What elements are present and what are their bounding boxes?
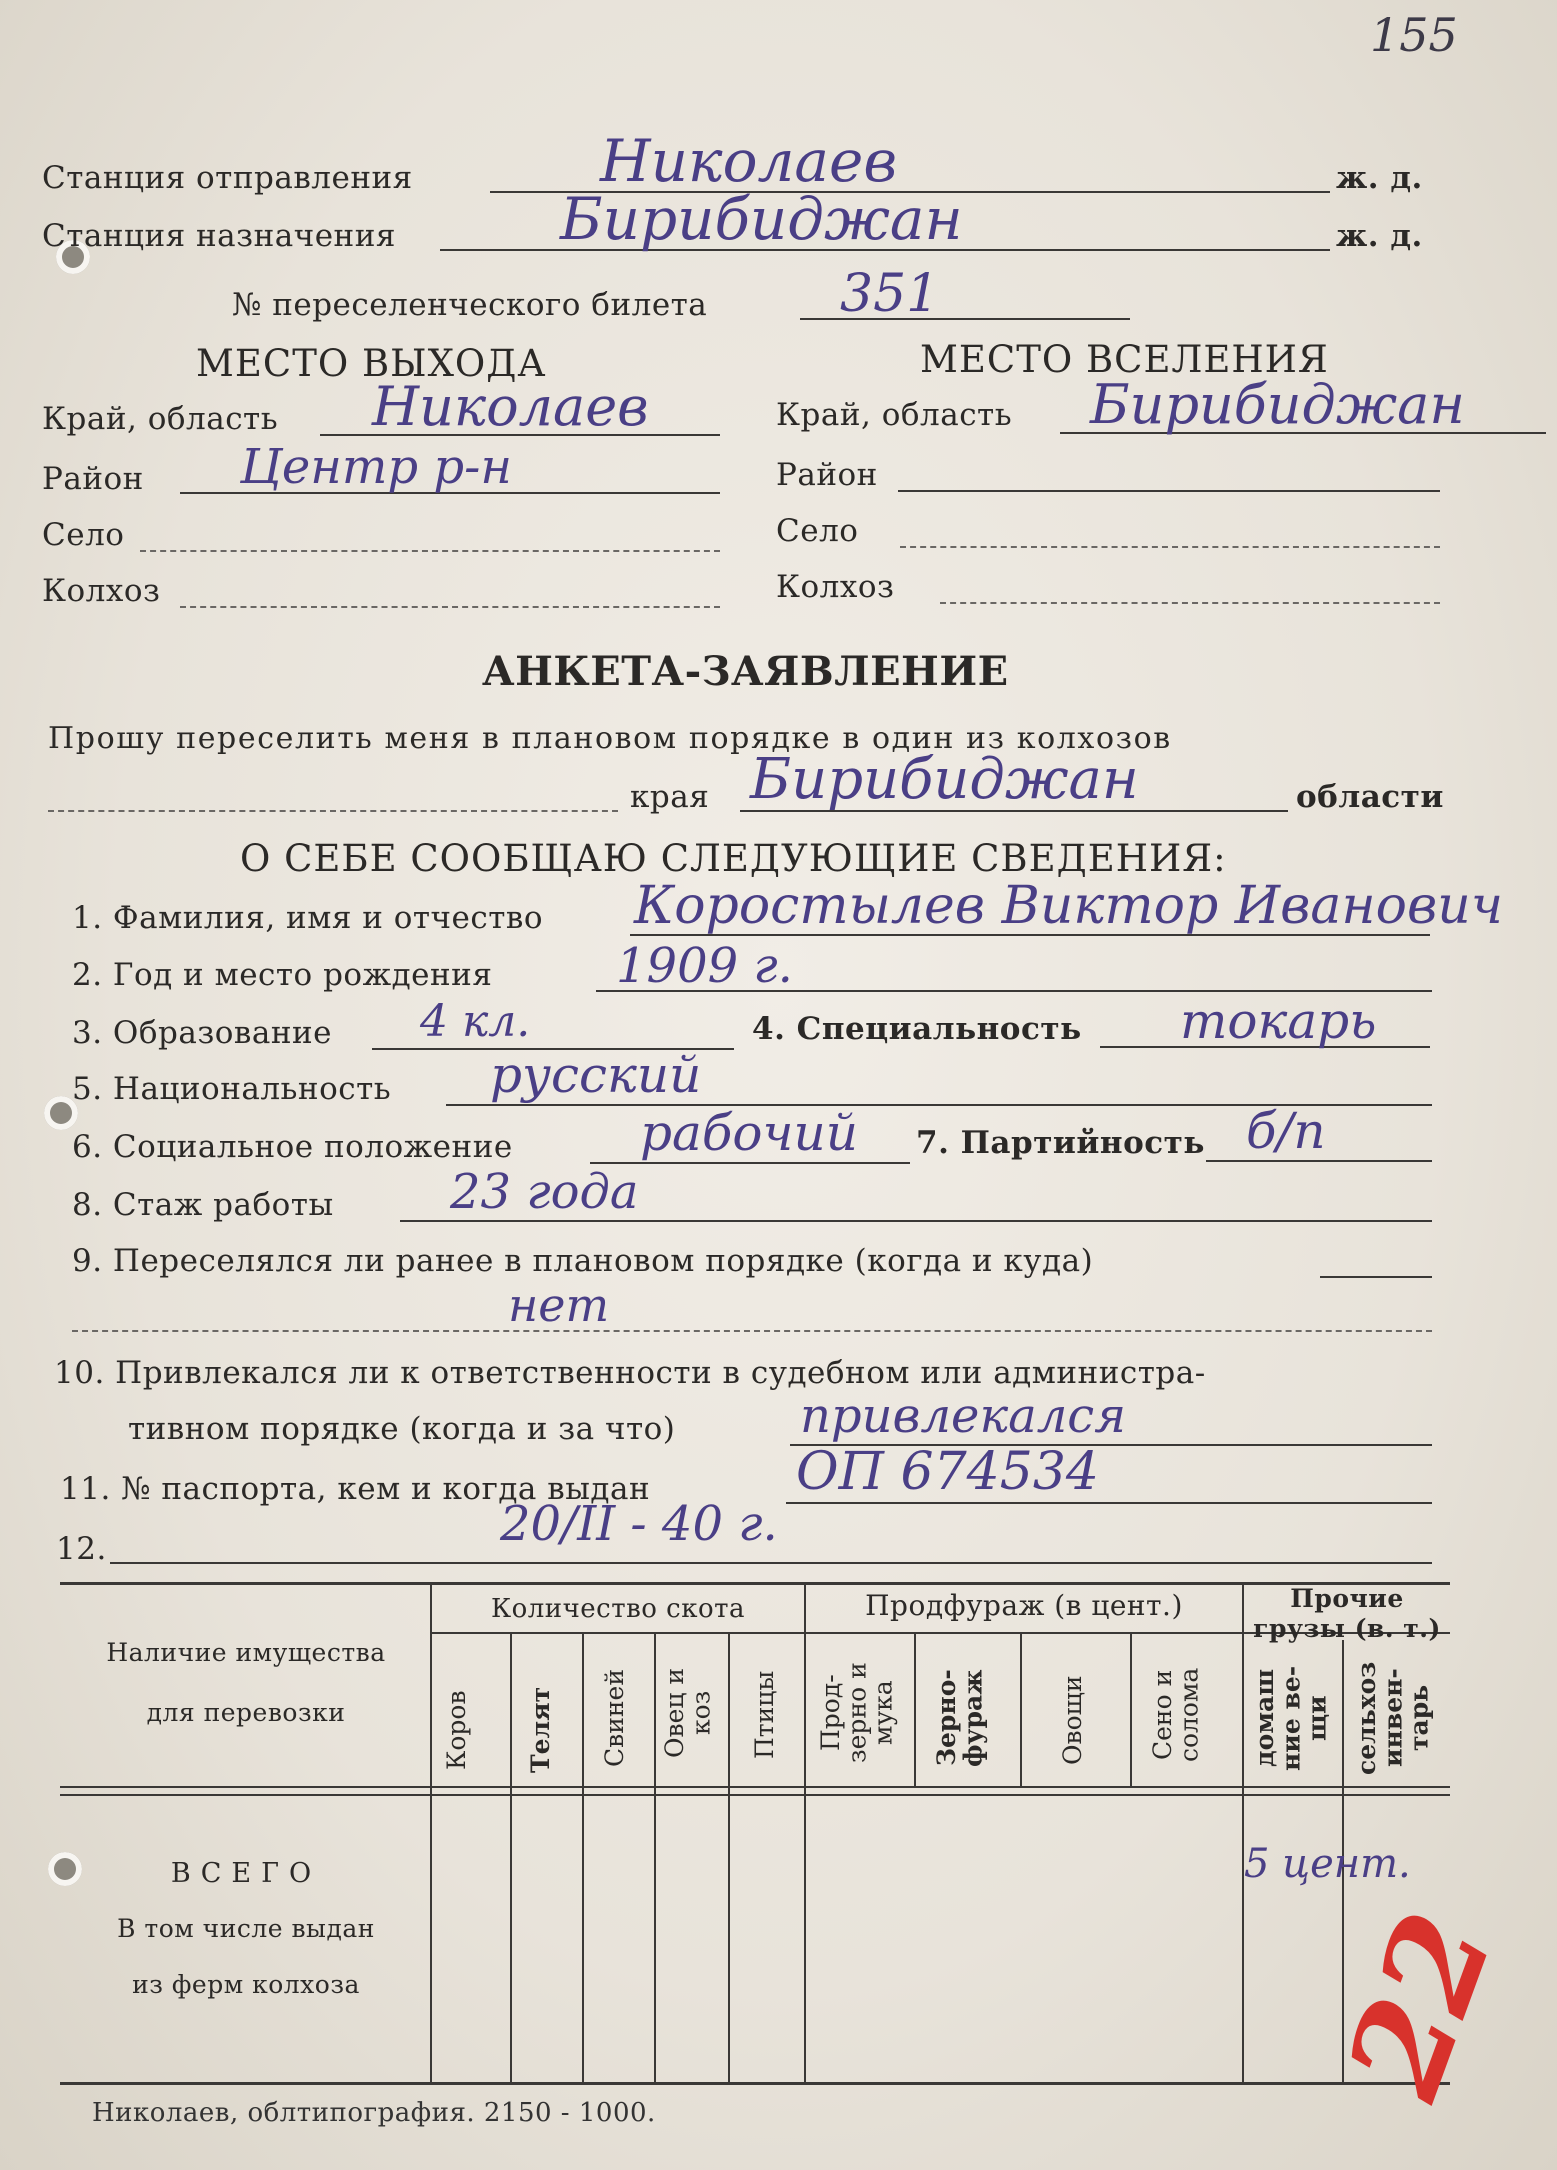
destination-label: Станция назначения — [42, 218, 396, 254]
settlement-kolkhoz-label: Колхоз — [776, 569, 895, 605]
settlement-village-line — [900, 546, 1440, 548]
settlement-district-line — [898, 490, 1440, 492]
issued-label-1: В том числе выдан — [117, 1914, 375, 1943]
departure-rail-suffix: ж. д. — [1336, 160, 1423, 196]
field-12-line — [110, 1562, 1432, 1564]
group-other-1: Прочие — [1290, 1584, 1404, 1613]
ticket-label: № переселенческого билета — [232, 287, 708, 323]
field-4-label: 4. Специальность — [752, 1011, 1082, 1047]
request-value: Бирибиджан — [750, 747, 1139, 812]
field-12-label: 12. — [56, 1531, 107, 1567]
form-title: АНКЕТА-ЗАЯВЛЕНИЕ — [482, 648, 1009, 695]
field-7-label: 7. Партийность — [916, 1125, 1205, 1161]
origin-district-value: Центр р-н — [240, 439, 512, 495]
request-line-1: Прошу переселить меня в плановом порядке в один из колхозов — [48, 721, 1172, 756]
settlement-region-label: Край, область — [776, 397, 1013, 433]
destination-value: Бирибиджан — [560, 185, 963, 253]
origin-district-label: Район — [42, 461, 144, 497]
field-10-label-2: тивном порядке (когда и за что) — [128, 1411, 676, 1447]
field-12-value: 20/II - 40 г. — [500, 1496, 778, 1552]
request-kray: края — [630, 779, 710, 815]
field-6-value: рабочий — [640, 1104, 858, 1162]
field-6-label: 6. Социальное положение — [72, 1129, 513, 1165]
col-divider-9 — [1242, 1582, 1244, 2082]
field-7-value: б/п — [1246, 1102, 1326, 1160]
field-11-label: 11. № паспорта, кем и когда выдан — [60, 1471, 651, 1507]
field-5-label: 5. Национальность — [72, 1071, 392, 1107]
col-divider-6 — [914, 1632, 916, 1786]
col-hay: Сено и солома — [1148, 1667, 1204, 1763]
col-divider-4 — [728, 1632, 730, 2082]
field-11-line — [786, 1502, 1432, 1504]
group-feed: Продфураж (в цент.) — [865, 1589, 1183, 1622]
col-divider-8 — [1130, 1632, 1132, 1786]
total-label: ВСЕГО — [170, 1858, 322, 1889]
field-2-value: 1909 г. — [616, 938, 793, 994]
origin-kolkhoz-label: Колхоз — [42, 573, 161, 609]
page-number: 155 — [1370, 8, 1458, 62]
origin-region-label: Край, область — [42, 401, 279, 437]
printer-imprint: Николаев, облтипография. 2150 - 1000. — [92, 2098, 656, 2128]
field-9-label: 9. Переселялся ли ранее в плановом порядке (когда и куда) — [72, 1243, 1094, 1279]
origin-region-value: Николаев — [372, 375, 649, 438]
col-calves: Телят — [526, 1686, 555, 1774]
field-9-line — [1320, 1276, 1432, 1278]
field-1-value: Коростылев Виктор Иванович — [634, 876, 1504, 936]
col-sheep: Овец и коз — [660, 1667, 716, 1759]
settlement-kolkhoz-line — [940, 602, 1440, 604]
row-header-2: для перевозки — [146, 1698, 346, 1727]
col-grain: Прод- зерно и мука — [816, 1662, 898, 1764]
col-fodder: Зерно- фураж — [932, 1669, 988, 1767]
group-livestock: Количество скота — [490, 1594, 746, 1624]
destination-rail-suffix: ж. д. — [1336, 218, 1423, 254]
col-divider-1 — [510, 1632, 512, 2082]
settlement-region-value: Бирибиджан — [1090, 373, 1465, 436]
field-3-value: 4 кл. — [420, 996, 531, 1047]
field-9-value: нет — [508, 1278, 610, 1332]
col-home-goods: домаш ние ве- щи — [1250, 1665, 1332, 1771]
settlement-title: МЕСТО ВСЕЛЕНИЯ — [920, 338, 1329, 381]
field-5-value: русский — [490, 1046, 702, 1104]
field-3-label: 3. Образование — [72, 1015, 333, 1051]
settlement-district-label: Район — [776, 457, 878, 493]
departure-value: Николаев — [600, 127, 898, 195]
ticket-value: 351 — [840, 264, 940, 324]
origin-kolkhoz-line — [180, 606, 720, 608]
home-goods-value: 5 цент. — [1244, 1841, 1411, 1887]
field-7-line — [1206, 1160, 1432, 1162]
col-divider-7 — [1020, 1632, 1022, 1786]
col-divider-3 — [654, 1632, 656, 2082]
col-divider-0 — [430, 1582, 432, 2082]
field-1-label: 1. Фамилия, имя и отчество — [72, 900, 544, 936]
field-8-label: 8. Стаж работы — [72, 1187, 334, 1223]
col-birds: Птицы — [750, 1670, 779, 1760]
col-divider-5 — [804, 1582, 806, 2082]
col-cows: Коров — [442, 1690, 471, 1770]
request-oblast: области — [1296, 779, 1444, 815]
field-9-answer-line — [72, 1330, 1432, 1332]
origin-village-label: Село — [42, 517, 125, 553]
col-pigs: Свиней — [600, 1669, 629, 1767]
field-8-value: 23 года — [450, 1164, 639, 1220]
field-8-line — [400, 1220, 1432, 1222]
origin-village-line — [140, 550, 720, 552]
col-vegetables: Овощи — [1058, 1675, 1087, 1765]
field-10-label-1: 10. Привлекался ли к ответственности в судебном или администра- — [54, 1355, 1206, 1391]
row-header-1: Наличие имущества — [106, 1638, 386, 1667]
field-11-value: ОП 674534 — [796, 1442, 1100, 1502]
col-divider-2 — [582, 1632, 584, 2082]
group-other-2: грузы (в. т.) — [1253, 1614, 1441, 1643]
settlement-village-label: Село — [776, 513, 859, 549]
field-2-label: 2. Год и место рождения — [72, 957, 493, 993]
origin-title: МЕСТО ВЫХОДА — [196, 342, 547, 385]
about-title: О СЕБЕ СООБЩАЮ СЛЕДУЮЩИЕ СВЕДЕНИЯ: — [240, 837, 1227, 880]
col-farm-tools: сельхоз инвен- тарь — [1352, 1661, 1434, 1775]
field-4-value: токарь — [1180, 992, 1377, 1050]
red-pencil-mark: 22 — [1317, 1893, 1523, 2116]
departure-label: Станция отправления — [42, 160, 413, 196]
request-prefix-line — [48, 810, 618, 812]
table-bottom-border — [60, 2082, 1450, 2085]
issued-label-2: из ферм колхоза — [132, 1970, 360, 1999]
field-10-value: привлекался — [800, 1388, 1126, 1444]
